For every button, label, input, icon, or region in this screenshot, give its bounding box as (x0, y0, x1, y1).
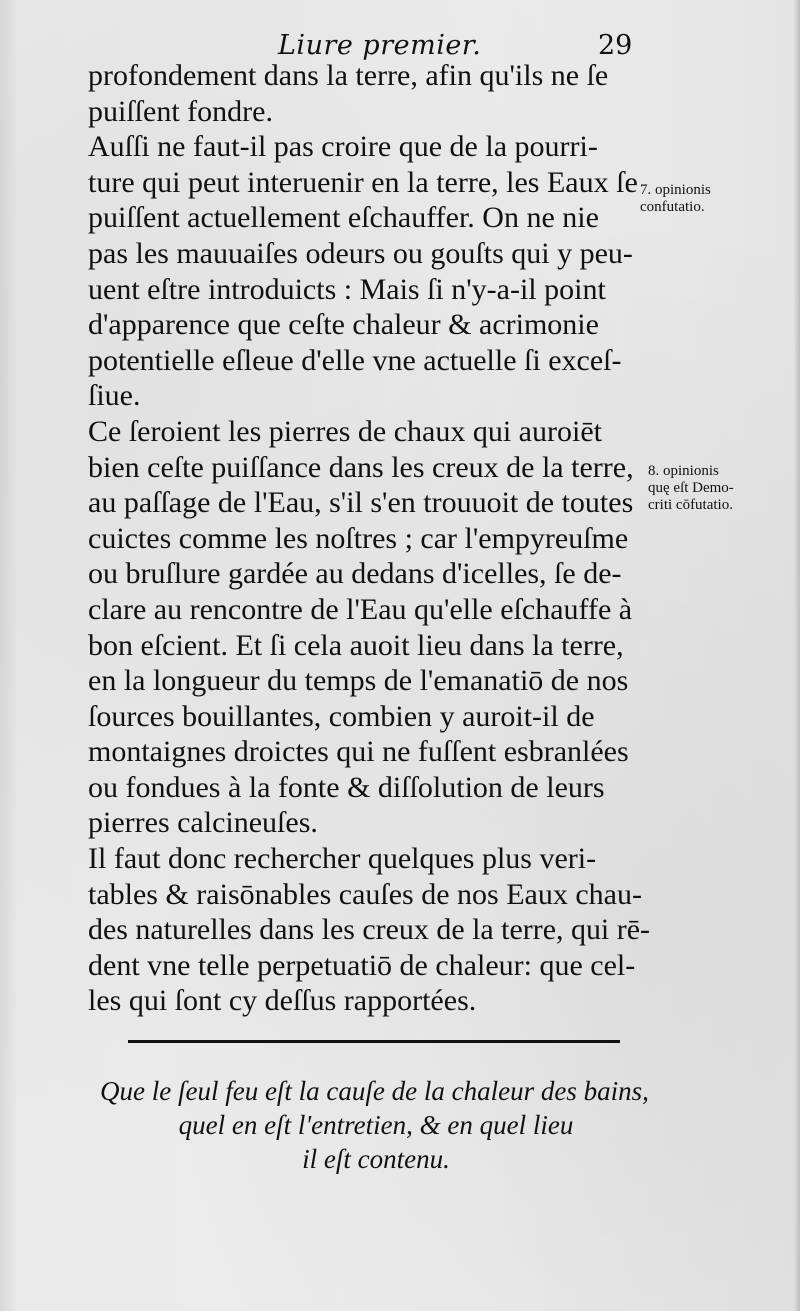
section-rule (128, 1040, 620, 1043)
text-line: pierres calcineuſes. (88, 806, 318, 840)
text-line: ou bruſlure gardée au dedans d'icelles, ſe de- (88, 557, 622, 591)
heading-line: il eſt contenu. (302, 1144, 450, 1174)
page-number: 29 (598, 30, 633, 61)
text-line: bon eſcient. Et ſi cela auoit lieu dans la terre, (88, 628, 624, 662)
marginal-note-line: 7. opinionis (640, 182, 711, 198)
marginal-note-line: quę eſt Demo- (648, 480, 734, 496)
text-line: ou fondues à la fonte & diſſolution de leurs (88, 770, 605, 804)
text-line: dent vne telle perpetuatiō de chaleur: que cel- (88, 948, 636, 982)
text-line: pas les mauuaiſes odeurs ou gouſts qui y peu- (88, 236, 633, 270)
text-line: les qui ſont cy deſſus rapportées. (88, 984, 477, 1018)
body-text (88, 58, 653, 1019)
text-line: ſources bouillantes, combien y auroit-il de (88, 699, 595, 733)
marginal-note-line: confutatio. (640, 199, 705, 215)
heading-line: quel en eſt l'entretien, & en quel lieu (178, 1110, 574, 1140)
text-line: tables & raisōnables cauſes de nos Eaux chau- (88, 877, 642, 911)
text-line: en la longueur du temps de l'emanatiō de nos (88, 664, 629, 698)
marginal-note-line: 8. opinionis (648, 463, 719, 479)
text-line: d'apparence que ceſte chaleur & acrimonie (88, 308, 599, 342)
text-line: cuictes comme les noſtres ; car l'empyreuſme (88, 521, 629, 555)
text-line: clare au rencontre de l'Eau qu'elle eſchauffe à (88, 592, 633, 626)
text-line: puiſſent actuellement eſchauffer. On ne nie (88, 201, 599, 235)
text-line: ſiue. (88, 379, 141, 413)
text-line: Ce ſeroient les pierres de chaux qui auroiēt (88, 414, 602, 448)
text-line: uent eſtre introduicts : Mais ſi n'y-a-il point (88, 272, 606, 306)
text-line: bien ceſte puiſſance dans les creux de la terre, (88, 450, 634, 484)
text-line: Auſſi ne faut-il pas croire que de la pourri- (88, 130, 598, 164)
marginal-note-7 (640, 182, 711, 216)
marginal-note-line: criti cōfutatio. (648, 497, 733, 513)
page-edge (794, 0, 800, 1311)
text-line: Il faut donc rechercher quelques plus veri- (88, 842, 597, 876)
text-line: montaignes droictes qui ne fuſſent esbranlées (88, 735, 629, 769)
text-line: ture qui peut interuenir en la terre, les Eaux ſe (88, 165, 638, 199)
text-line: au paſſage de l'Eau, s'il s'en trouuoit de toutes (88, 486, 634, 520)
text-line: potentielle eſleue d'elle vne actuelle ſi exceſ- (88, 343, 622, 377)
section-heading (96, 1074, 656, 1176)
text-line: profondement dans la terre, afin qu'ils ne ſe (88, 59, 609, 92)
text-line: des naturelles dans les creux de la terre, qui rē- (88, 913, 650, 947)
running-head: Liure premier. (278, 30, 482, 61)
marginal-note-8 (648, 463, 734, 514)
text-line: puiſſent fondre. (88, 94, 273, 128)
heading-line: Que le ſeul feu eſt la cauſe de la chaleur des bains, (100, 1076, 649, 1106)
